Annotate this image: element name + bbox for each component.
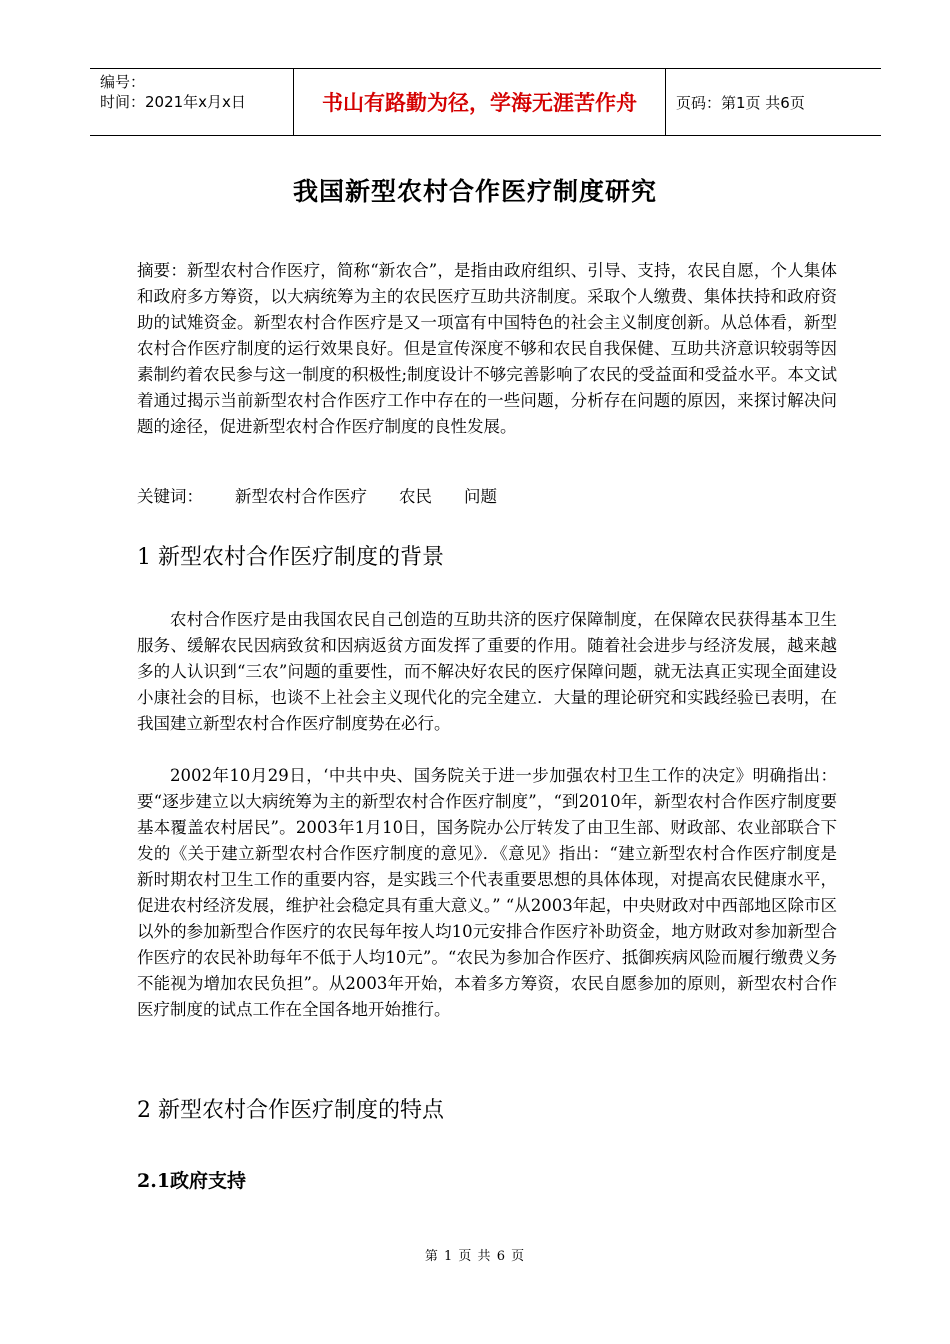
document-time: 时间：2021年x月x日 [100, 93, 246, 111]
header-info-cell [90, 69, 293, 135]
section-1-paragraph-1: 农村合作医疗是由我国农民自己创造的互助共济的医疗保障制度，在保障农民获得基本卫生服务、缓解农民因病致贫和因病返贫方面发挥了重要的作用。随着社会进步与经济发展，越来越多的人认识到“三农”问题的重要性，而不解决好农民的医疗保障问题，就无法真正实现全面建设小康社会的目标，也谈不上社会主义现代化的完全建立．大量的理论研究和实践经验已表明，在我国建立新型农村合作医疗制度势在必行。 [137, 610, 837, 733]
section-1-paragraph-2: 2002年10月29日，‘中共中央、国务院关于进一步加强农村卫生工作的决定》明确指出：要“逐步建立以大病统筹为主的新型农村合作医疗制度”，“到2010年，新型农村合作医疗制度要基本覆盖农村居民”。2003年1月10日，国务院办公厅转发了由卫生部、财政部、农业部联合下发的《关于建立新型农村合作医疗制度的意见》．《意见》指出：“建立新型农村合作医疗制度是新时期农村卫生工作的重要内容，是实践三个代表重要思想的具体体现，对提高农民健康水平，促进农村经济发展，维护社会稳定具有重大意义。” “从2003年起，中央财政对中西部地区除市区以外的参加新型合作医疗的农民每年按人均10元安排合作医疗补助资金，地方财政对参加新型合作医疗的农民补助每年不低于人均10元”。“农民为参加合作医疗、抵御疾病风险而履行缴费义务不能视为增加农民负担”。从2003年开始，本着多方筹资，农民自愿参加的原则，新型农村合作医疗制度的试点工作在全国各地开始推行。 [137, 766, 837, 1019]
header-table [90, 68, 881, 136]
section-heading-2: 2 新型农村合作医疗制度的特点 [137, 1098, 444, 1123]
keywords-label: 关键词： [137, 487, 203, 506]
header-page-number: 页码：第1页 共6页 [676, 93, 805, 112]
page-footer: 第 1 页 共 6 页 [424, 1249, 526, 1264]
keyword: 问题 [464, 487, 497, 506]
document-number: 编号： [100, 73, 146, 91]
abstract-paragraph: 摘要：新型农村合作医疗，简称“新农合”，是指由政府组织、引导、支持，农民自愿，个人集体和政府多方筹资，以大病统筹为主的农民医疗互助共济制度。采取个人缴费、集体扶持和政府资助的试雉资金。新型农村合作医疗是又一项富有中国特色的社会主义制度创新。从总体看，新型农村合作医疗制度的运行效果良好。但是宣传深度不够和农民自我保健、互助共济意识较弱等因素制约着农民参与这一制度的积极性;制度设计不够完善影响了农民的受益面和受益水平。本文试着通过揭示当前新型农村合作医疗工作中存在的一些问题，分析存在问题的原因，来探讨解决问题的途径，促进新型农村合作医疗制度的良性发展。 [137, 261, 837, 436]
header-motto: 书山有路勤为径，学海无涯苦作舟 [293, 69, 666, 135]
section-heading-1: 1 新型农村合作医疗制度的背景 [137, 545, 444, 570]
keywords-line [137, 484, 837, 510]
keyword: 农民 [399, 487, 432, 506]
subsection-heading-2-1: 2.1政府支持 [137, 1170, 247, 1192]
document-title: 我国新型农村合作医疗制度研究 [292, 177, 657, 206]
keyword: 新型农村合作医疗 [235, 487, 367, 506]
